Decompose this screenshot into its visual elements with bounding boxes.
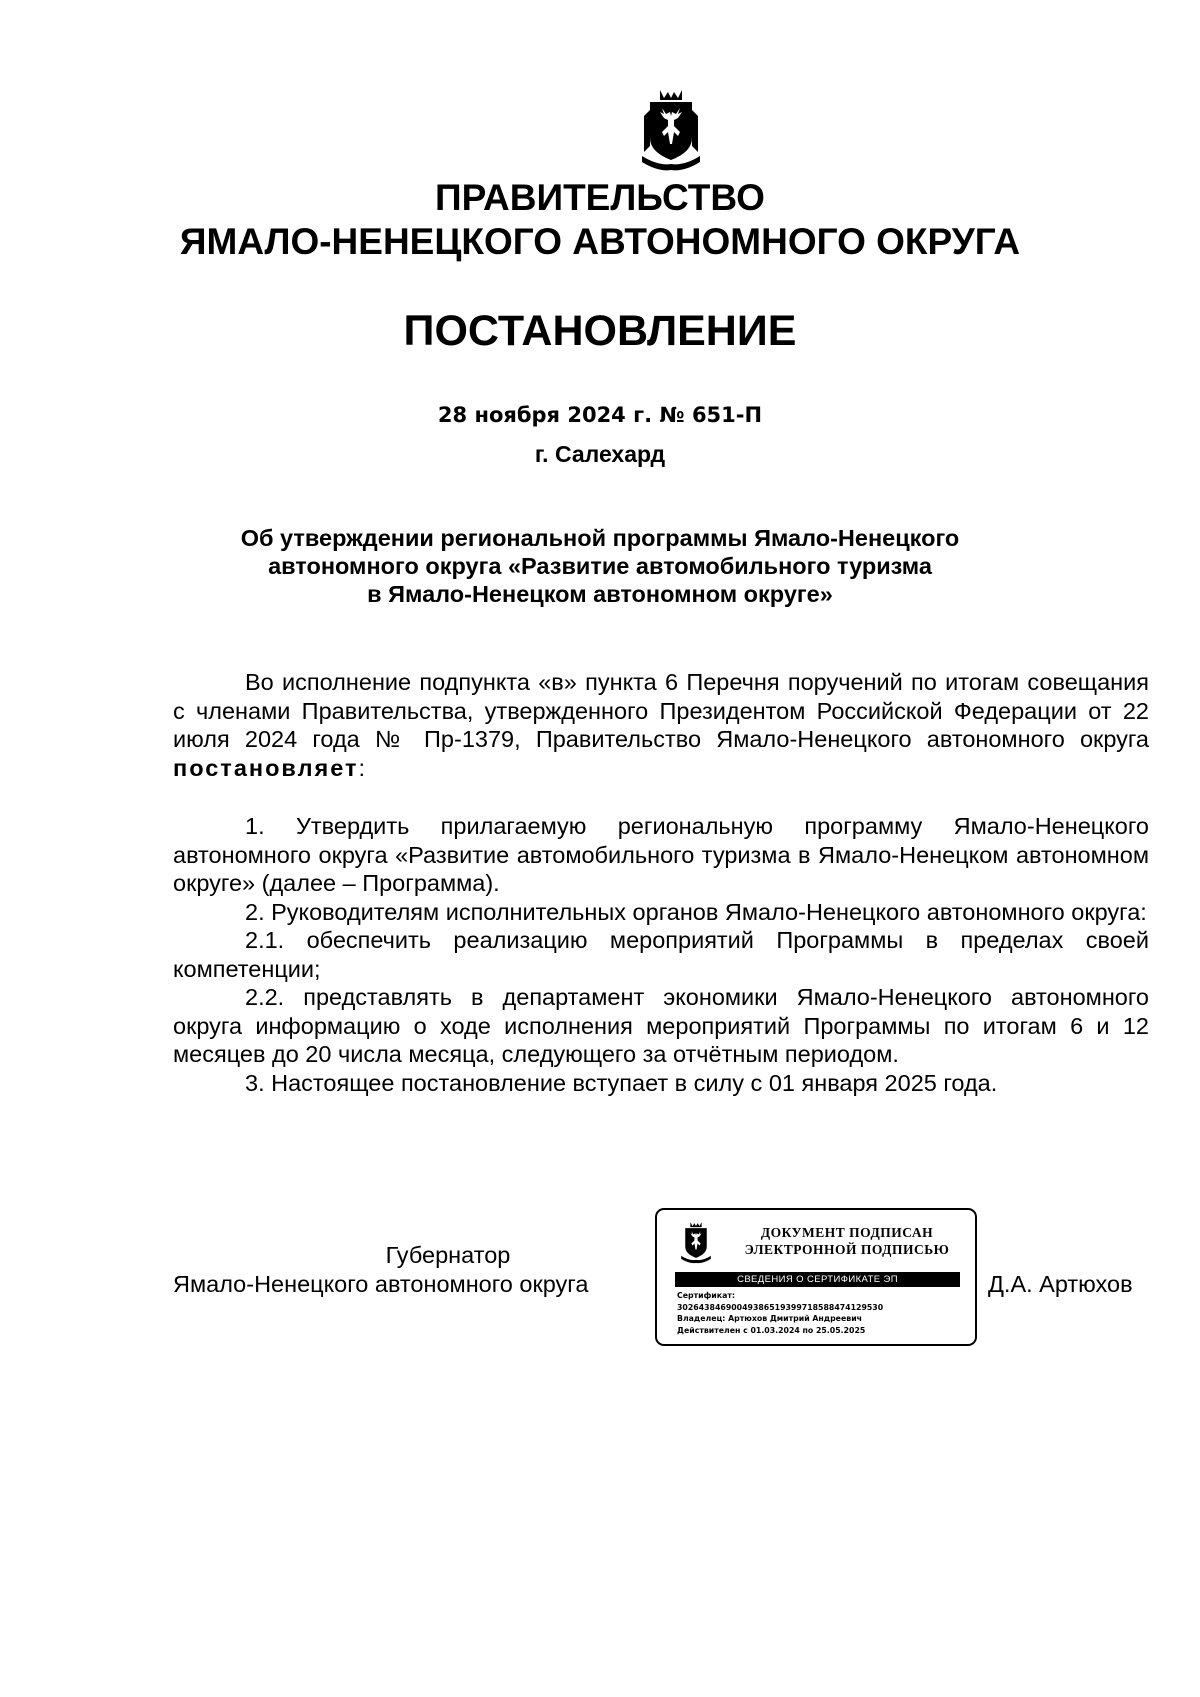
document-type: ПОСТАНОВЛЕНИЕ [403, 307, 797, 355]
preamble-end: : [358, 754, 366, 781]
signatory-position-line1: Губернатор [385, 1242, 511, 1268]
document-city: г. Салехард [534, 441, 666, 467]
subject-line: автономного округа «Развитие автомобильного туризма [268, 553, 932, 579]
resolution-items [173, 812, 1149, 1097]
stamp-owner: Владелец: Артюхов Дмитрий Андреевич [677, 1314, 863, 1323]
government-title-line1: ПРАВИТЕЛЬСТВО [435, 177, 765, 218]
document-date-number: 28 ноября 2024 г. № 651-П [437, 403, 763, 427]
signatory-position [173, 1241, 643, 1298]
stamp-certificate-bar: СВЕДЕНИЯ О СЕРТИФИКАТЕ ЭП [675, 1272, 960, 1287]
resolution-item: 3. Настоящее постановление вступает в силу с 01 января 2025 года. [245, 1069, 998, 1096]
stamp-validity: Действителен с 01.03.2024 по 25.05.2025 [677, 1325, 866, 1335]
signatory-name: Д.А. Артюхов [988, 1271, 1133, 1297]
yamal-coat-of-arms-icon [679, 1220, 713, 1264]
resolution-item: 1. Утвердить прилагаемую региональную программу Ямало-Ненецкого автономного округа «Развитие автомобильного туризма в Ямало-Ненецком автономном округе» (далее – Программа). [173, 813, 1149, 896]
stamp-title [727, 1224, 967, 1258]
subject-line: Об утверждении региональной программы Ямало-Ненецкого [240, 525, 960, 551]
resolution-item: 2.2. представлять в департамент экономики Ямало-Ненецкого автономного округа информацию о ходе исполнения мероприятий Программы по итогам 6 и 12 месяцев до 20 числа месяца, следующего за отчётным периодом. [173, 984, 1149, 1067]
preamble-text: Во исполнение подпункта «в» пункта 6 Перечня поручений по итогам совещания с членами Правительства, утвержденного Президентом Российской Федерации от 22 июля 2024 года № Пр-1379, Правительство Ямало-Ненецкого автономного округа [173, 669, 1149, 752]
stamp-certificate-label: Сертификат: [677, 1291, 735, 1300]
resolution-item: 2. Руководителям исполнительных органов Ямало-Ненецкого автономного округа: [245, 898, 1147, 925]
document-subject [0, 524, 1200, 608]
stamp-certificate-number: 30264384690049386519399718588474129530 [677, 1302, 884, 1312]
stamp-certificate-info [677, 1290, 967, 1336]
stamp-title-line1: ДОКУМЕНТ ПОДПИСАН [760, 1225, 934, 1240]
preamble-paragraph [173, 668, 1149, 782]
yamal-coat-of-arms-icon [638, 86, 704, 172]
e-signature-stamp [655, 1208, 977, 1346]
preamble-keyword: постановляет [173, 754, 359, 781]
stamp-title-line2: ЭЛЕКТРОННОЙ ПОДПИСЬЮ [744, 1242, 950, 1257]
preamble [173, 668, 1149, 782]
signatory-position-line2: Ямало-Ненецкого автономного округа [173, 1270, 589, 1297]
government-title-line2: ЯМАЛО-НЕНЕЦКОГО АВТОНОМНОГО ОКРУГА [179, 221, 1021, 262]
resolution-item: 2.1. обеспечить реализацию мероприятий Программы в пределах своей компетенции; [173, 927, 1149, 982]
subject-line: в Ямало-Ненецком автономном округе» [367, 581, 833, 607]
